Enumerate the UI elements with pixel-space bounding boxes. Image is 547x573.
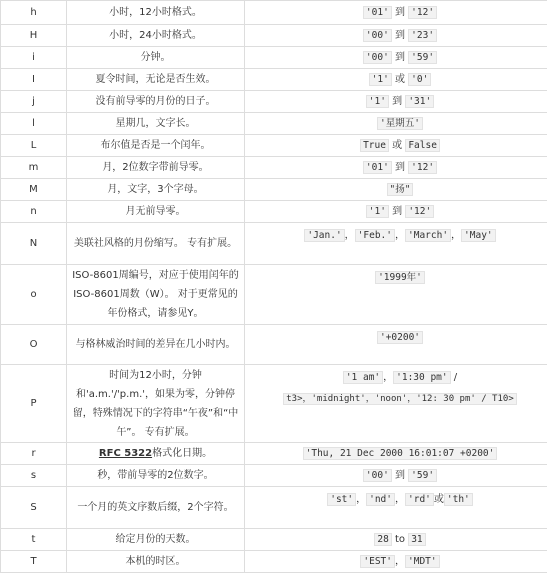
rfc-link[interactable]: RFC 5322 — [99, 448, 152, 459]
format-char: L — [1, 135, 67, 157]
format-char: H — [1, 25, 67, 47]
format-description: 时间为12小时，分钟和'a.m.'/'p.m.'，如果为零，分钟停留，特殊情况下的字符串“午夜”和“中午”。 专有扩展。 — [67, 365, 245, 443]
table-row — [1, 91, 547, 113]
format-description: 美联社风格的月份缩写。 专有扩展。 — [67, 223, 245, 265]
format-description: 一个月的英文序数后缀，2个字符。 — [67, 487, 245, 529]
table-row — [1, 223, 547, 265]
format-description: ISO-8601周编号，对应于使用闰年的ISO-8601周数（W）。 对于更常见的年份格式，请参见Y。 — [67, 265, 245, 325]
format-example: 'Jan.' ， 'Feb.' ， 'March' ， 'May' — [245, 223, 547, 265]
table-row — [1, 25, 547, 47]
format-example: 'st' ， 'nd' ， 'rd' 或 'th' — [245, 487, 547, 529]
format-example: 28 to 31 — [245, 529, 547, 551]
table-row — [1, 365, 547, 443]
format-description: 布尔值是否是一个闰年。 — [67, 135, 245, 157]
format-example: 'EST' ， 'MDT' — [245, 551, 547, 573]
table-row — [1, 69, 547, 91]
format-char: h — [1, 1, 67, 25]
format-char: r — [1, 443, 67, 465]
format-description: 本机的时区。 — [67, 551, 245, 573]
format-description: 小时，24小时格式。 — [67, 25, 245, 47]
format-char: l — [1, 113, 67, 135]
table-row — [1, 465, 547, 487]
format-description: 星期几，文字长。 — [67, 113, 245, 135]
format-example: 'Thu, 21 Dec 2000 16:01:07 +0200' — [245, 443, 547, 465]
format-char: t — [1, 529, 67, 551]
table-row — [1, 325, 547, 365]
table-row — [1, 179, 547, 201]
table-row — [1, 135, 547, 157]
format-description: 月，文字，3个字母。 — [67, 179, 245, 201]
format-description: RFC 5322格式化日期。 — [67, 443, 245, 465]
table-row — [1, 265, 547, 325]
format-char: m — [1, 157, 67, 179]
table-row — [1, 551, 547, 573]
table-row — [1, 487, 547, 529]
table-row — [1, 113, 547, 135]
format-description: 给定月份的天数。 — [67, 529, 245, 551]
format-char: j — [1, 91, 67, 113]
table-row — [1, 1, 547, 25]
format-description: 没有前导零的月份的日子。 — [67, 91, 245, 113]
format-example: '00' 到 '23' — [245, 25, 547, 47]
table-row — [1, 443, 547, 465]
format-example: '1999年' — [245, 265, 547, 325]
format-char: S — [1, 487, 67, 529]
format-char: T — [1, 551, 67, 573]
format-example: '00' 到 '59' — [245, 465, 547, 487]
table-row — [1, 529, 547, 551]
format-example: '1' 到 '12' — [245, 201, 547, 223]
format-example: '星期五' — [245, 113, 547, 135]
format-description: 秒，带前导零的2位数字。 — [67, 465, 245, 487]
example-line-1: '1 am' ， '1:30 pm' / — [248, 367, 547, 388]
format-description: 与格林威治时间的差异在几小时内。 — [67, 325, 245, 365]
format-char: o — [1, 265, 67, 325]
example-line-2: t3>，'midnight'，'noon'，'12: 30 pm' / T10> — [248, 388, 547, 410]
table-row — [1, 157, 547, 179]
format-char: s — [1, 465, 67, 487]
format-description: 小时，12小时格式。 — [67, 1, 245, 25]
format-example: '1' 到 '31' — [245, 91, 547, 113]
format-char: O — [1, 325, 67, 365]
format-example: '01' 到 '12' — [245, 1, 547, 25]
format-example: "扬" — [245, 179, 547, 201]
format-description: 分钟。 — [67, 47, 245, 69]
format-example: '1' 或 '0' — [245, 69, 547, 91]
format-description: 月，2位数字带前导零。 — [67, 157, 245, 179]
format-char: i — [1, 47, 67, 69]
format-description: 月无前导零。 — [67, 201, 245, 223]
table-row — [1, 201, 547, 223]
format-char: N — [1, 223, 67, 265]
format-char: M — [1, 179, 67, 201]
format-example: True 或 False — [245, 135, 547, 157]
format-example — [245, 365, 547, 443]
format-char: I — [1, 69, 67, 91]
format-example: '01' 到 '12' — [245, 157, 547, 179]
format-example: '+0200' — [245, 325, 547, 365]
format-char: n — [1, 201, 67, 223]
format-example: '00' 到 '59' — [245, 47, 547, 69]
format-char: P — [1, 365, 67, 443]
format-description: 夏令时间，无论是否生效。 — [67, 69, 245, 91]
table-row — [1, 47, 547, 69]
